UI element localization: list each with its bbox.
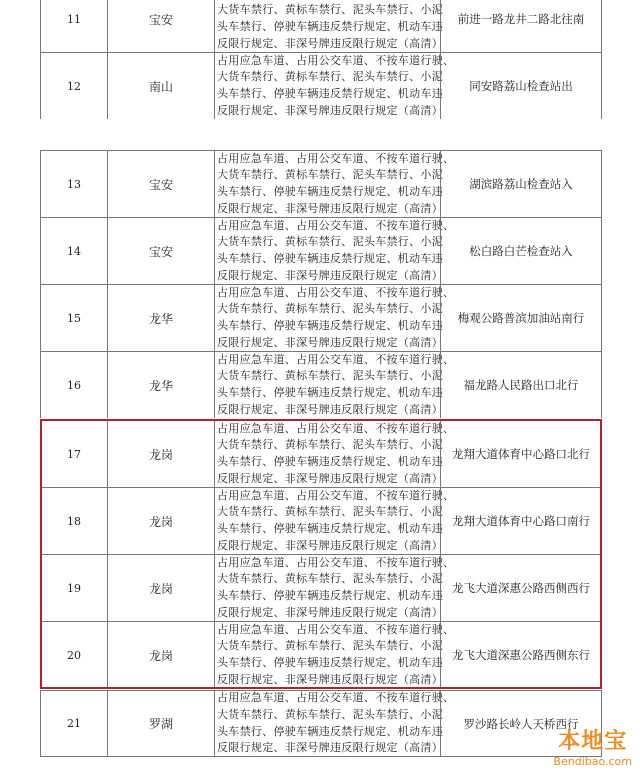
row-violations: 占用应急车道、占用公交车道、不按车道行驶、 大货车禁行、黄标车禁行、泥头车禁行、小泥 头车禁行、停驶车辆违反禁行规定、机动车违 反限行规定、非深号牌违反限行规定（高清） — [214, 622, 440, 688]
row-violations: 占用应急车道、占用公交车道、不按车道行驶、 大货车禁行、黄标车禁行、泥头车禁行、小泥 头车禁行、停驶车辆违反禁行规定、机动车违 反限行规定、非深号牌违反限行规定（高清） — [214, 421, 440, 487]
table-row — [40, 351, 602, 418]
row-district: 宝安 — [107, 0, 214, 52]
row-location: 龙飞大道深惠公路西侧西行 — [440, 555, 602, 621]
table-row — [40, 690, 602, 757]
row-district: 龙华 — [107, 352, 214, 418]
row-district: 宝安 — [107, 218, 214, 284]
row-number: 16 — [40, 352, 107, 418]
row-violations: 占用应急车道、占用公交车道、不按车道行驶、 大货车禁行、黄标车禁行、泥头车禁行、小泥 头车禁行、停驶车辆违反禁行规定、机动车违 反限行规定、非深号牌违反限行规定（高清） — [214, 151, 440, 217]
watermark-url: Bendibao.com — [553, 755, 632, 768]
row-location: 湖滨路荔山检查站入 — [440, 151, 602, 217]
row-location: 龙翔大道体育中心路口北行 — [440, 421, 602, 487]
row-district: 龙岗 — [107, 622, 214, 688]
row-location: 前进一路龙井二路北往南 — [440, 0, 602, 52]
row-violations: 占用应急车道、占用公交车道、不按车道行驶、 大货车禁行、黄标车禁行、泥头车禁行、小泥 头车禁行、停驶车辆违反禁行规定、机动车违 反限行规定、非深号牌违反限行规定（高清） — [214, 488, 440, 554]
row-district: 宝安 — [107, 151, 214, 217]
row-district: 龙华 — [107, 285, 214, 351]
row-violations: 占用应急车道、占用公交车道、不按车道行驶、 大货车禁行、黄标车禁行、泥头车禁行、小泥 头车禁行、停驶车辆违反禁行规定、机动车违 反限行规定、非深号牌违反限行规定（高清） — [214, 218, 440, 284]
row-location: 松白路白芒检查站入 — [440, 218, 602, 284]
row-number: 21 — [40, 691, 107, 756]
table-row — [40, 150, 602, 217]
row-number: 17 — [40, 421, 107, 487]
row-number: 15 — [40, 285, 107, 351]
table-row — [40, 284, 602, 351]
row-violations: 大货车禁行、黄标车禁行、泥头车禁行、小泥 头车禁行、停驶车辆违反禁行规定、机动车违 反限行规定、非深号牌违反限行规定（高清） — [214, 0, 440, 52]
row-location: 龙翔大道体育中心路口南行 — [440, 488, 602, 554]
row-number: 14 — [40, 218, 107, 284]
row-number: 20 — [40, 622, 107, 688]
row-violations: 占用应急车道、占用公交车道、不按车道行驶、 大货车禁行、黄标车禁行、泥头车禁行、小泥 头车禁行、停驶车辆违反禁行规定、机动车违 反限行规定、非深号牌违反限行规定（高清） — [214, 691, 440, 756]
table-row — [40, 217, 602, 284]
row-district: 南山 — [107, 53, 214, 119]
row-number: 12 — [40, 53, 107, 119]
highlight-box — [40, 419, 602, 689]
row-number: 18 — [40, 488, 107, 554]
row-location: 福龙路人民路出口北行 — [440, 352, 602, 418]
row-number: 11 — [40, 0, 107, 52]
row-location: 梅观公路普滨加油站南行 — [440, 285, 602, 351]
row-district: 罗湖 — [107, 691, 214, 756]
row-location: 罗沙路长岭人天桥西行 — [440, 691, 602, 756]
row-location: 龙飞大道深惠公路西侧东行 — [440, 622, 602, 688]
row-violations: 占用应急车道、占用公交车道、不按车道行驶、 大货车禁行、黄标车禁行、泥头车禁行、小泥 头车禁行、停驶车辆违反禁行规定、机动车违 反限行规定、非深号牌违反限行规定（高清） — [214, 555, 440, 621]
row-location: 同安路荔山检查站出 — [440, 53, 602, 119]
row-violations: 占用应急车道、占用公交车道、不按车道行驶、 大货车禁行、黄标车禁行、泥头车禁行、小泥 头车禁行、停驶车辆违反禁行规定、机动车违 反限行规定、非深号牌违反限行规定（高清） — [214, 352, 440, 418]
row-number: 19 — [40, 555, 107, 621]
row-district: 龙岗 — [107, 421, 214, 487]
row-district: 龙岗 — [107, 488, 214, 554]
watermark — [553, 724, 632, 768]
row-violations: 占用应急车道、占用公交车道、不按车道行驶、 大货车禁行、黄标车禁行、泥头车禁行、小泥 头车禁行、停驶车辆违反禁行规定、机动车违 反限行规定、非深号牌违反限行规定（高清） — [214, 53, 440, 119]
row-violations: 占用应急车道、占用公交车道、不按车道行驶、 大货车禁行、黄标车禁行、泥头车禁行、小泥 头车禁行、停驶车辆违反禁行规定、机动车违 反限行规定、非深号牌违反限行规定（高清） — [214, 285, 440, 351]
row-number: 13 — [40, 151, 107, 217]
row-district: 龙岗 — [107, 555, 214, 621]
table-row — [40, 52, 602, 119]
table-row — [40, 0, 602, 52]
watermark-logo: 本地宝 — [558, 729, 628, 754]
